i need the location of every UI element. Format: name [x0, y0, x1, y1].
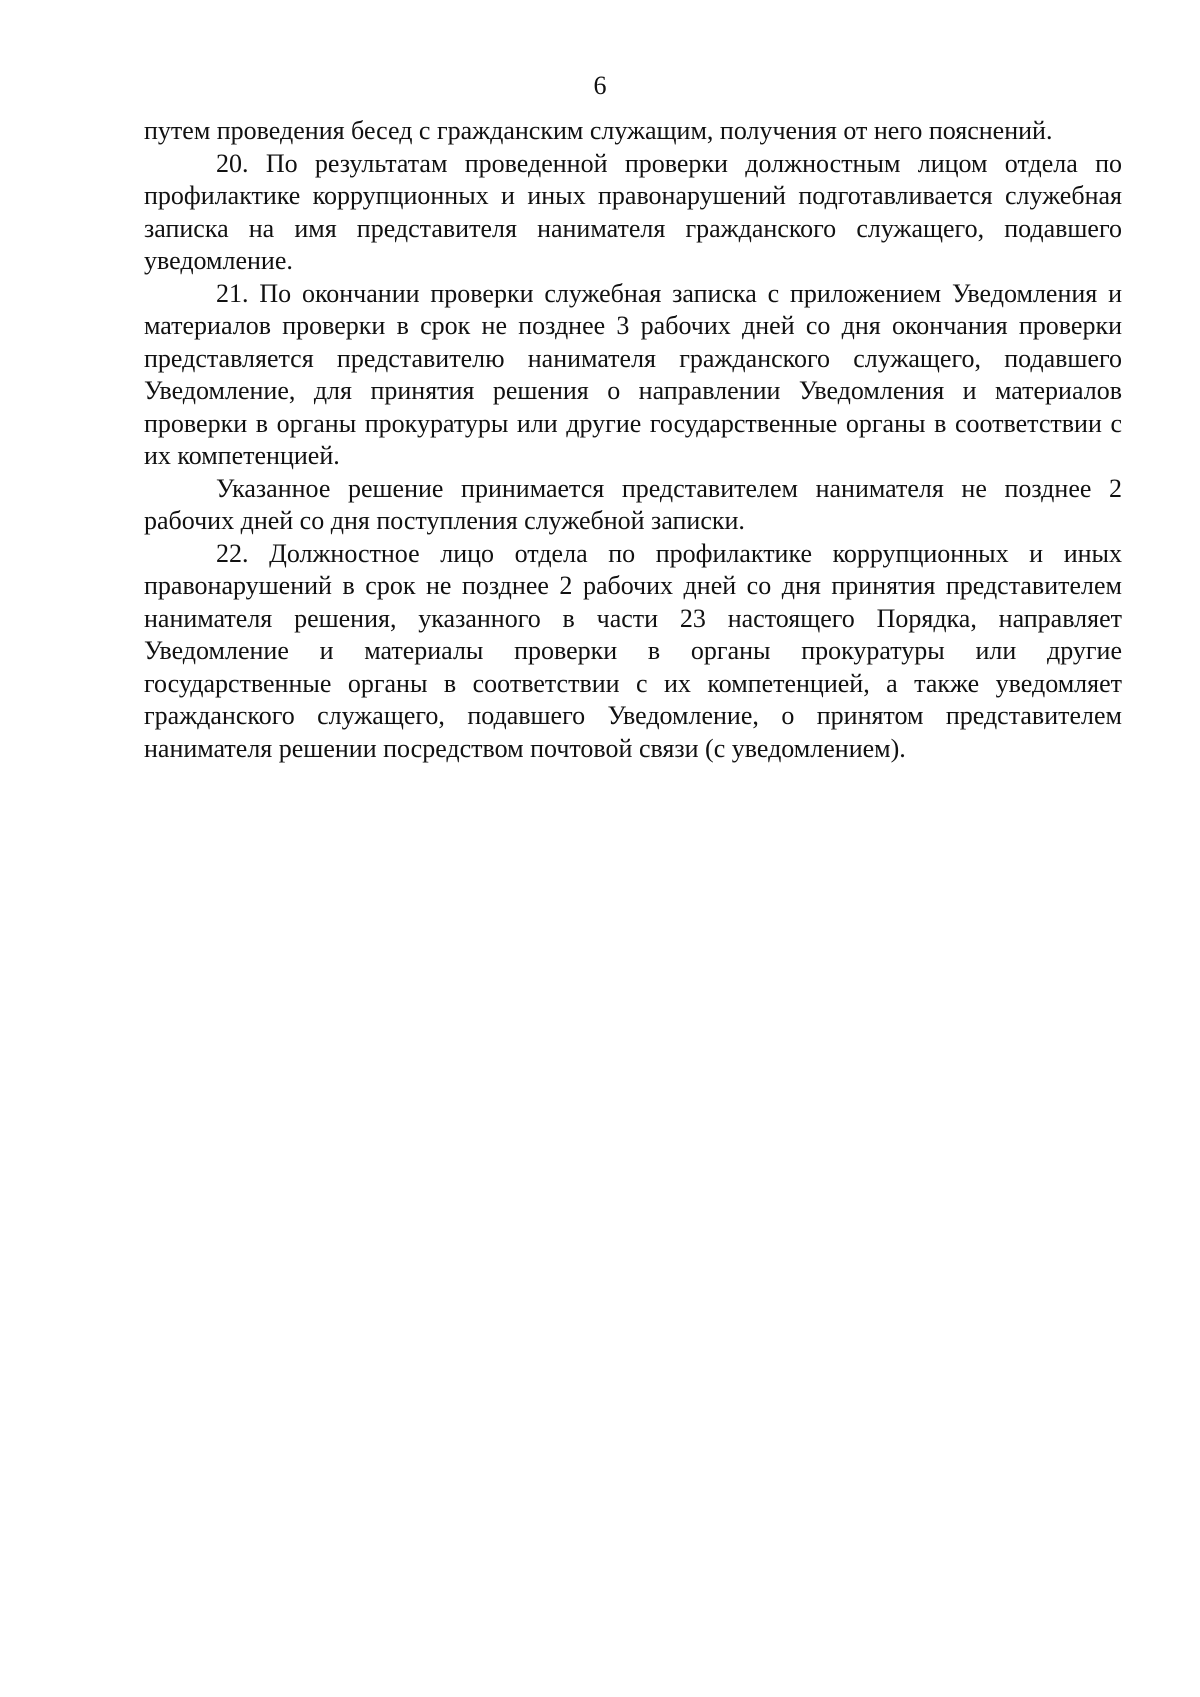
- page-number: 6: [593, 71, 607, 100]
- paragraph-item-22: 22. Должностное лицо отдела по профилактике коррупционных и иных правонарушений в срок не позднее 2 рабочих дней со дня принятия представителем нанимателя решения, указанного в части 23 настоящего Порядка, направляет Уведомление и материалы проверки в органы прокуратуры или другие государственные органы в соответствии с их компетенцией, а также уведомляет гражданского служащего, подавшего Уведомление, о принятом представителем нанимателя решении посредством почтовой связи (с уведомлением).: [144, 538, 1122, 763]
- document-body: [144, 115, 1122, 765]
- paragraph-decision-deadline: Указанное решение принимается представителем нанимателя не позднее 2 рабочих дней со дня поступления служебной записки.: [144, 473, 1122, 535]
- paragraph-continuation: путем проведения бесед с гражданским служащим, получения от него пояснений.: [144, 116, 1053, 145]
- paragraph-item-21: 21. По окончании проверки служебная записка с приложением Уведомления и материалов проверки в срок не позднее 3 рабочих дней со дня окончания проверки представляется представителю нанимателя гражданского служащего, подавшего Уведомление, для принятия решения о направлении Уведомления и материалов проверки в органы прокуратуры или другие государственные органы в соответствии с их компетенцией.: [144, 278, 1122, 470]
- paragraph-item-20: 20. По результатам проведенной проверки должностным лицом отдела по профилактике коррупционных и иных правонарушений подготавливается служебная записка на имя представителя нанимателя гражданского служащего, подавшего уведомление.: [144, 148, 1122, 275]
